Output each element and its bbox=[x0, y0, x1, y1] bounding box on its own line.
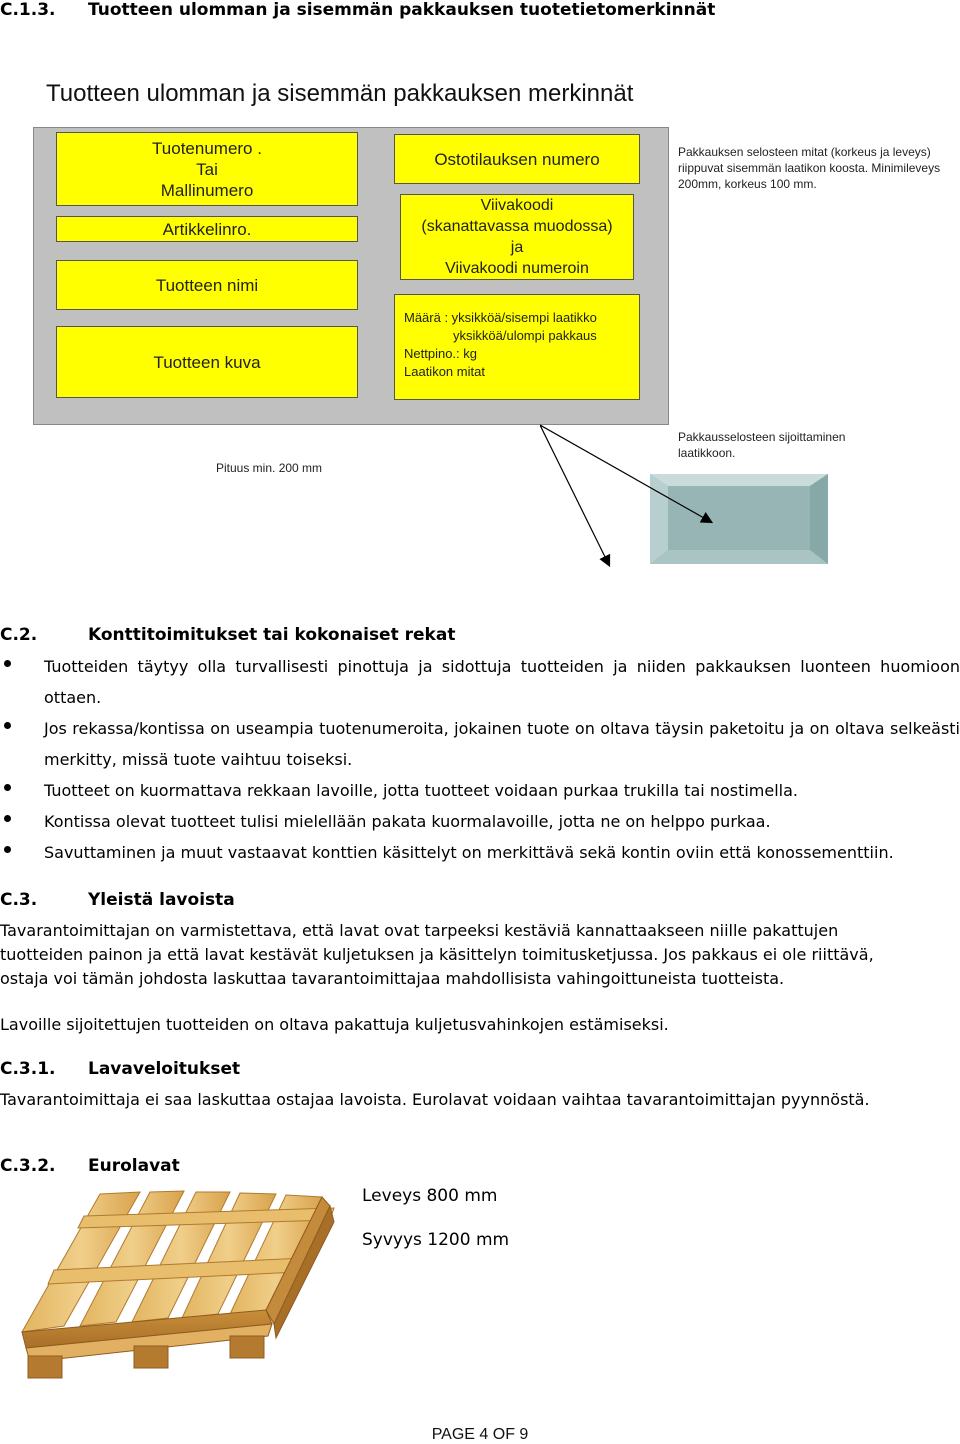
section-title: Tuotteen ulomman ja sisemmän pakkauksen tuotetietomerkinnät bbox=[88, 0, 716, 20]
paragraph: Tavarantoimittaja ei saa laskuttaa ostajaa lavoista. Eurolavat voidaan vaihtaa tavarantoimittajan pyynnöstä. bbox=[0, 1090, 870, 1109]
barcode-line: Viivakoodi bbox=[480, 197, 554, 214]
section-heading-c32 bbox=[0, 1156, 960, 1178]
bullet-text: Kontissa olevat tuotteet tulisi mielellään pakata kuormalavoille, jotta ne on helppo purkaa. bbox=[44, 812, 771, 831]
product-image-box bbox=[56, 326, 358, 398]
product-number-line: Tuotenumero . bbox=[152, 138, 262, 158]
quantity-line: yksikköä/ulompi pakkaus bbox=[453, 328, 597, 343]
bullet-text: Tuotteiden täytyy olla turvallisesti pinottuja ja sidottuja tuotteiden ja niiden pakkauksen luonteen huomioon ottaen. bbox=[44, 657, 960, 707]
section-number: C.3.2. bbox=[0, 1156, 56, 1176]
euro-pallet-image bbox=[4, 1186, 344, 1386]
bullet-icon bbox=[4, 815, 11, 822]
bullet-text: Jos rekassa/kontissa on useampia tuotenumeroita, jokainen tuote on oltava täysin paketoitu ja on oltava selkeästi merkitty, missä tuote vaihtuu toiseksi. bbox=[44, 719, 960, 769]
box-shape bbox=[650, 474, 828, 564]
section-heading-c31 bbox=[0, 1059, 960, 1081]
bullet-text: Savuttaminen ja muut vastaavat konttien käsittelyt on merkittävä sekä kontin oviin että konossementtiin. bbox=[44, 843, 894, 862]
bullet-icon bbox=[4, 722, 11, 729]
section-number: C.2. bbox=[0, 625, 38, 645]
paragraph-line: tuotteiden painon ja että lavat kestävät kuljetuksen ja käsittelyn toimitusketjussa. Jos pakkaus ei ole riittävä, bbox=[0, 945, 874, 964]
product-number-line: Tai bbox=[196, 159, 218, 179]
product-number-box bbox=[56, 132, 358, 206]
product-name: Tuotteen nimi bbox=[155, 275, 259, 295]
paragraph-line: Tavarantoimittajan on varmistettava, että lavat ovat tarpeeksi kestäviä kannattaakseen niille pakattujen bbox=[0, 921, 839, 940]
quantity-line: Nettpino.: kg bbox=[404, 346, 477, 361]
product-name-box bbox=[56, 260, 358, 310]
section-number: C.3. bbox=[0, 890, 38, 910]
section-heading-c13 bbox=[0, 0, 960, 22]
quantity-line: Määrä : yksikköä/sisempi laatikko bbox=[404, 310, 597, 325]
bullet-icon bbox=[4, 660, 11, 667]
page-number: PAGE 4 OF 9 bbox=[431, 1426, 529, 1443]
barcode-box bbox=[400, 194, 634, 280]
quantity-box bbox=[394, 294, 640, 400]
bullet-item bbox=[0, 837, 960, 868]
length-note: Pituus min. 200 mm bbox=[216, 461, 323, 475]
section-heading-c2 bbox=[0, 625, 960, 647]
barcode-line: Viivakoodi numeroin bbox=[445, 260, 589, 277]
article-number-box bbox=[56, 216, 358, 242]
section-title: Lavaveloitukset bbox=[88, 1059, 241, 1079]
bullet-icon bbox=[4, 784, 11, 791]
bullet-item bbox=[0, 775, 960, 806]
arrow-line bbox=[540, 425, 711, 522]
product-number-line: Mallinumero bbox=[160, 180, 254, 200]
label-size-note: Pakkauksen selosteen mitat (korkeus ja leveys) riippuvat sisemmän laatikon koosta. Minimileveys 200mm, korkeus 100 mm. bbox=[678, 145, 941, 191]
bullet-item bbox=[0, 806, 960, 837]
bullet-item bbox=[0, 713, 960, 775]
section-number: C.3.1. bbox=[0, 1059, 56, 1079]
order-number-box bbox=[394, 134, 640, 184]
barcode-line: ja bbox=[510, 239, 524, 256]
quantity-line: Laatikon mitat bbox=[404, 364, 485, 379]
placement-note: Pakkausselosteen sijoittaminen laatikkoon. bbox=[678, 430, 846, 460]
article-number: Artikkelinro. bbox=[162, 219, 252, 239]
section-title: Yleistä lavoista bbox=[88, 890, 235, 910]
label-diagram bbox=[33, 127, 669, 425]
section-title: Eurolavat bbox=[88, 1156, 180, 1176]
pallet-depth: Syvyys 1200 mm bbox=[362, 1230, 510, 1250]
bullet-text: Tuotteet on kuormattava rekkaan lavoille, jotta tuotteet voidaan purkaa trukilla tai nostimella. bbox=[44, 781, 799, 800]
barcode-line: (skanattavassa muodossa) bbox=[421, 218, 613, 235]
box-placement-illustration bbox=[540, 420, 840, 590]
pallet-width: Leveys 800 mm bbox=[362, 1186, 498, 1206]
section-number: C.1.3. bbox=[0, 0, 56, 20]
section-title: Konttitoimitukset tai kokonaiset rekat bbox=[88, 625, 456, 645]
bullet-item bbox=[0, 651, 960, 713]
section-heading-c3 bbox=[0, 890, 960, 912]
diagram-title: Tuotteen ulomman ja sisemmän pakkauksen merkinnät bbox=[46, 80, 634, 107]
paragraph-line: ostaja voi tämän johdosta laskuttaa tavarantoimittajaa mahdollisista vahingoittuneista tuotteista. bbox=[0, 969, 785, 988]
order-number: Ostotilauksen numero bbox=[434, 149, 600, 169]
paragraph: Lavoille sijoitettujen tuotteiden on oltava pakattuja kuljetusvahinkojen estämiseksi. bbox=[0, 1015, 669, 1034]
bullet-icon bbox=[4, 846, 11, 853]
arrow-line bbox=[540, 425, 609, 565]
product-image-label: Tuotteen kuva bbox=[153, 352, 261, 372]
